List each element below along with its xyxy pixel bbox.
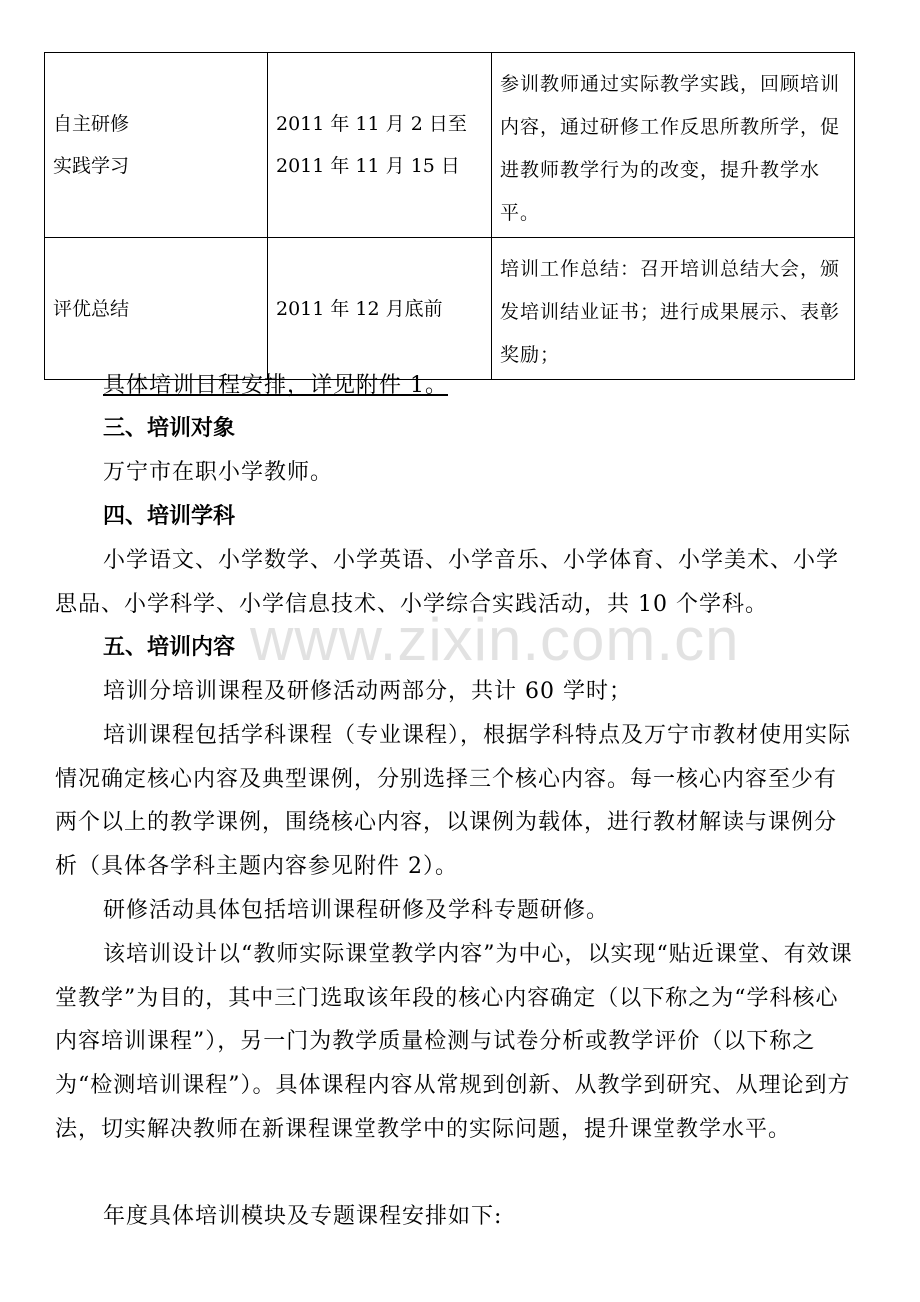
stage-line: 评优总结 — [53, 297, 130, 320]
time-cell — [268, 53, 492, 238]
table-row — [45, 238, 855, 380]
section-three-title: 三、培训对象 — [103, 415, 236, 441]
section-five-paragraph-5: 年度具体培训模块及专题课程安排如下: — [103, 1204, 503, 1229]
time-line: 2011 年 11 月 15 日 — [276, 155, 460, 177]
schedule-note-paragraph — [55, 364, 855, 408]
content-cell: 培训工作总结：召开培训总结大会，颁发培训结业证书；进行成果展示、表彰奖励； — [492, 238, 855, 380]
time-line: 2011 年 12 月底前 — [276, 297, 443, 320]
section-five-paragraph-2: 培训课程包括学科课程（专业课程），根据学科特点及万宁市教材使用实际情况确定核心内容及典型课例，分别选择三个核心内容。每一核心内容至少有两个以上的教学课例，围绕核心内容，以课例为载体，进行教材解读与课例分析（具体各学科主题内容参见附件 2）。 — [55, 723, 852, 880]
section-five-paragraph-1: 培训分培训课程及研修活动两部分，共计 60 学时； — [103, 679, 632, 704]
section-four-text: 小学语文、小学数学、小学英语、小学音乐、小学体育、小学美术、小学思品、小学科学、小学信息技术、小学综合实践活动，共 10 个学科。 — [55, 548, 840, 617]
table-row — [45, 53, 855, 238]
section-five-paragraph-4: 该培训设计以“教师实际课堂教学内容”为中心，以实现“贴近课堂、有效课堂教学”为目的，其中三门选取该年段的核心内容确定（以下称之为“学科核心内容培训课程”），另一门为教学质量检测与试卷分析或教学评价（以下称之为“检测培训课程”）。具体课程内容从常规到创新、从教学到研究、从理论到方法，切实解决教师在新课程课堂教学中的实际问题，提升课堂教学水平。 — [55, 942, 853, 1142]
stage-line: 自主研修 — [53, 113, 130, 135]
stage-cell — [45, 53, 268, 238]
schedule-note: 具体培训日程安排，详见附件 1。 — [103, 373, 448, 398]
schedule-table — [44, 52, 855, 380]
section-four-title: 四、培训学科 — [103, 503, 236, 529]
time-line: 2011 年 11 月 2 日至 — [276, 113, 467, 135]
section-five-title: 五、培训内容 — [103, 634, 236, 660]
content-cell: 参训教师通过实际教学实践，回顾培训内容，通过研修工作反思所教所学，促进教师教学行为的改变，提升教学水平。 — [492, 53, 855, 238]
stage-cell — [45, 238, 268, 380]
section-five-paragraph-3: 研修活动具体包括培训课程研修及学科专题研修。 — [103, 898, 610, 923]
section-three-text: 万宁市在职小学教师。 — [103, 460, 334, 485]
stage-line: 实践学习 — [53, 155, 130, 177]
time-cell — [268, 238, 492, 380]
watermark: www.zixin.com.cn — [250, 606, 740, 673]
